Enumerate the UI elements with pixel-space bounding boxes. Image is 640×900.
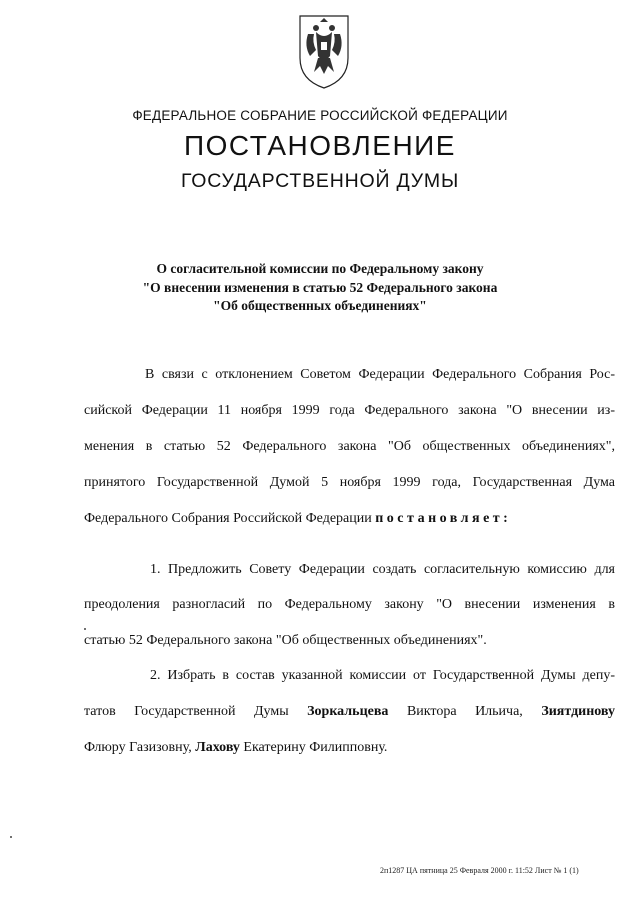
- preamble-text: Федерального Собрания Российской Федерации: [84, 511, 376, 526]
- item2-line: 2. Избрать в состав указанной комиссии от Государственной Думы депу-: [150, 668, 615, 683]
- item2-text: Флюру Газизовну,: [84, 740, 196, 755]
- organization-name: ФЕДЕРАЛЬНОЕ СОБРАНИЕ РОССИЙСКОЙ ФЕДЕРАЦИИ: [132, 108, 508, 123]
- item1-line: 1. Предложить Совету Федерации создать согласительную комиссию для: [150, 562, 615, 577]
- deputy-surname: Зоркальцева: [307, 704, 389, 719]
- deputy-surname: Зиятдинову: [541, 704, 616, 719]
- item2-line: [84, 740, 387, 756]
- russian-coat-of-arms-icon: [296, 10, 352, 90]
- heading-line: "О внесении изменения в статью 52 Федерального закона: [142, 279, 498, 295]
- preamble-line: В связи с отклонением Советом Федерации Федерального Собрания Рос-: [145, 367, 615, 382]
- heading-line: О согласительной комиссии по Федеральному закону: [156, 261, 484, 276]
- item2-text: Виктора Ильича,: [388, 704, 542, 719]
- item2-line: [84, 704, 615, 720]
- document-subtitle: ГОСУДАРСТВЕННОЙ ДУМЫ: [180, 170, 460, 192]
- fax-footer: 2п1287 ЦА пятница 25 Февраля 2000 г. 11:52 Лист № 1 (1): [380, 866, 579, 875]
- resolution-heading: [0, 260, 640, 316]
- preamble-line: сийской Федерации 11 ноября 1999 года Федерального закона "О внесении из-: [84, 403, 615, 418]
- preamble-line: принятого Государственной Думой 5 ноября 1999 года, Государственная Дума: [84, 475, 615, 490]
- item1-line: статью 52 Федерального закона "Об общественных объединениях".: [84, 633, 487, 648]
- decision-keyword: постановляет:: [375, 511, 512, 526]
- scan-speck: [10, 836, 12, 838]
- document-title: ПОСТАНОВЛЕНИЕ: [184, 130, 456, 161]
- scan-speck: [84, 628, 86, 630]
- deputy-surname: Лахову: [195, 740, 240, 755]
- preamble-line: менения в статью 52 Федерального закона "Об общественных объединениях",: [84, 439, 615, 454]
- heading-line: "Об общественных объединениях": [213, 298, 427, 313]
- item2-text: Екатерину Филипповну.: [239, 740, 388, 755]
- item1-line: преодоления разногласий по Федеральному закону "О внесении изменения в: [84, 597, 615, 612]
- preamble-line: [84, 511, 511, 527]
- item2-text: татов Государственной Думы: [84, 704, 308, 719]
